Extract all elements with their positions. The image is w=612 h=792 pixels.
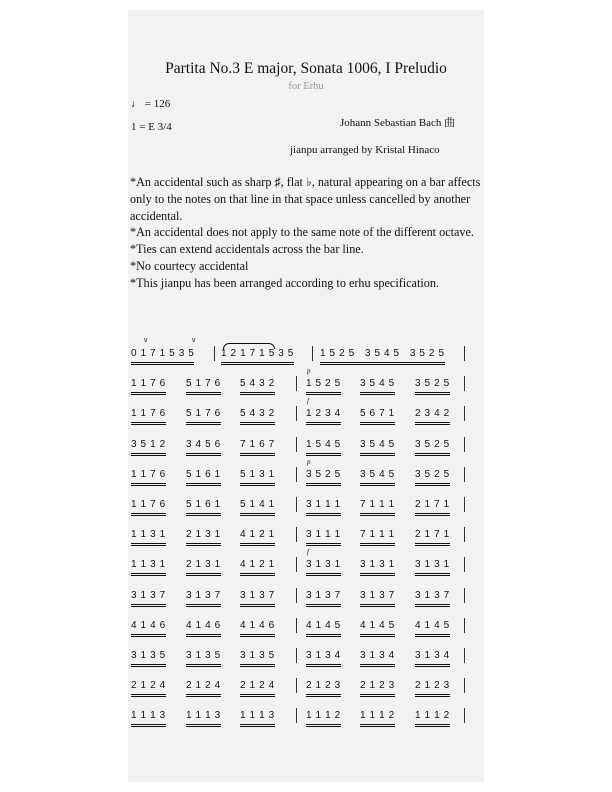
note-group: 1 1 1 2 [360,710,395,725]
arranger: jianpu arranged by Kristal Hinaco [290,144,440,156]
note-group: 1 1 7 6 [131,499,166,514]
note-group: 5 6 7 1 [360,408,395,423]
note-group: 3 1 1 1 [306,499,341,514]
note-group: 5 1 7 6 [186,378,221,393]
key-signature: 1 = E 3/4 [131,121,172,133]
note-group: 3 5 2 5 [415,469,450,484]
note-group: 3 1 3 4 [415,650,450,665]
note-octave: *An accidental does not apply to the same note of the different octave. [130,225,474,240]
note-group: 2 1 7 1 [415,529,450,544]
note-group: 1 1 1 2 [306,710,341,725]
note-group: 2 1 2 4 [186,680,221,695]
note-group: 0 1 7 1 5 3 5 [131,348,194,363]
note-accidentals: *An accidental such as sharp ♯, flat ♭, natural appearing on a bar affects only to the notes on that line in that space unless cancelled by another accidental. [130,175,481,223]
note-group: 5 1 6 1 [186,499,221,514]
piece-title: Partita No.3 E major, Sonata 1006, I Preludio [165,60,447,77]
note-group: 3 1 3 7 [415,590,450,605]
note-group: 3 5 4 5 [360,378,395,393]
note-group: 3 5 4 5 [360,439,395,454]
bar-line [296,376,297,391]
bar-line [296,437,297,452]
score-line [131,397,476,438]
note-group: 5 4 3 2 [240,378,275,393]
note-group: 2 1 3 1 [186,559,221,574]
note-group: 1 1 1 2 [415,710,450,725]
note-group: 4 1 4 6 [240,620,275,635]
composer: Johann Sebastian Bach 曲 [340,117,456,129]
bar-line [464,497,465,512]
note-group: 1 1 3 1 [131,559,166,574]
note-group: 1 1 1 3 [186,710,221,725]
note-group: 4 1 4 5 [306,620,341,635]
bar-line [464,557,465,572]
note-group: 4 1 2 1 [240,559,275,574]
note-group: 3 1 3 7 [240,590,275,605]
bar-line [464,467,465,482]
note-group: 3 1 3 5 [131,650,166,665]
score-line [131,457,476,499]
note-courtesy: *No courtecy accidental [130,258,249,273]
bar-line [464,678,465,693]
note-group: 3 1 3 5 [186,650,221,665]
score-line [131,590,476,620]
slur [223,343,275,349]
score-line [131,439,476,469]
bar-line [214,346,215,361]
note-group: 3 1 3 1 [306,559,341,574]
note-group: 7 1 1 1 [360,529,395,544]
note-erhu: *This jianpu has been arranged according to erhu specification. [130,275,439,290]
note-group: 3 1 3 7 [360,590,395,605]
instrument-subtitle: for Erhu [288,81,324,92]
note-group: 2 1 2 3 [415,680,450,695]
bow-mark: v [144,337,148,344]
note-group: 5 1 4 1 [240,499,275,514]
note-group: 2 1 2 4 [131,680,166,695]
note-group: 3 1 1 1 [306,529,341,544]
bar-line [296,648,297,663]
bar-line [296,708,297,723]
note-group: 1 1 1 3 [131,710,166,725]
note-group: 5 4 3 2 [240,408,275,423]
bar-line [464,437,465,452]
note-group: 4 1 4 5 [360,620,395,635]
note-group: 2 1 3 1 [186,529,221,544]
bar-line [464,588,465,603]
note-group: 2 1 7 1 [415,499,450,514]
note-group: 1 1 7 6 [131,378,166,393]
note-group: 2 1 2 4 [240,680,275,695]
note-group: 1 5 4 5 [306,439,341,454]
bar-line [296,618,297,633]
score-line [131,499,476,529]
note-group: 4 1 4 6 [186,620,221,635]
tempo-marking: ♩ = 126 [131,98,171,110]
bar-line [464,648,465,663]
performance-notes [130,174,482,292]
note-group: 7 1 6 7 [240,439,275,454]
bar-line [464,618,465,633]
dynamic-mark: p [307,367,311,376]
jianpu-score [131,337,476,740]
bar-line [296,497,297,512]
dynamic-mark: f [307,397,309,406]
note-group: 3 1 3 7 [186,590,221,605]
note-group: 3 5 2 5 [415,378,450,393]
score-line [131,620,476,650]
note-group: 7 1 1 1 [360,499,395,514]
note-group: 3 1 3 5 [240,650,275,665]
score-line [131,710,476,740]
note-group: 3 1 3 7 [131,590,166,605]
bar-line [464,527,465,542]
note-group: 3 5 2 5 [415,439,450,454]
note-group: 2 1 2 3 [306,680,341,695]
note-group: 3 1 3 1 [360,559,395,574]
note-group: 3 1 3 1 [415,559,450,574]
score-line [131,650,476,680]
note-group: 1 5 2 5 3 5 4 5 3 5 2 5 [320,348,445,363]
note-group: 3 5 4 5 [360,469,395,484]
score-line [131,367,476,408]
note-group: 3 4 5 6 [186,439,221,454]
note-group: 3 1 3 7 [306,590,341,605]
bar-line [464,708,465,723]
note-group: 1 1 7 6 [131,469,166,484]
score-line [131,529,476,559]
bar-line [296,557,297,572]
note-group: 1 2 1 7 1 5 3 5 [221,348,294,363]
score-line [131,337,476,378]
note-group: 5 1 3 1 [240,469,275,484]
note-group: 1 1 1 3 [240,710,275,725]
bar-line [296,588,297,603]
dynamic-mark: f [307,548,309,557]
note-group: 1 1 3 1 [131,529,166,544]
score-line [131,680,476,710]
note-group: 3 1 3 4 [306,650,341,665]
note-group: 4 1 2 1 [240,529,275,544]
note-group: 1 5 2 5 [306,378,341,393]
note-group: 4 1 4 5 [415,620,450,635]
note-group: 4 1 4 6 [131,620,166,635]
score-line [131,548,476,589]
bar-line [464,376,465,391]
bar-line [464,406,465,421]
bar-line [296,527,297,542]
note-group: 5 1 7 6 [186,408,221,423]
dynamic-mark: p [307,457,311,466]
note-group: 3 1 3 4 [360,650,395,665]
note-group: 1 1 7 6 [131,408,166,423]
bar-line [296,678,297,693]
note-group: 5 1 6 1 [186,469,221,484]
note-group: 2 1 2 3 [360,680,395,695]
note-group: 2 3 4 2 [415,408,450,423]
note-group: 3 5 2 5 [306,469,341,484]
note-group: 3 5 1 2 [131,439,166,454]
note-group: 1 2 3 4 [306,408,341,423]
bow-mark: v [192,337,196,344]
bar-line [296,467,297,482]
note-ties: *Ties can extend accidentals across the bar line. [130,242,364,257]
bar-line [464,346,465,361]
bar-line [296,406,297,421]
bar-line [312,346,313,361]
